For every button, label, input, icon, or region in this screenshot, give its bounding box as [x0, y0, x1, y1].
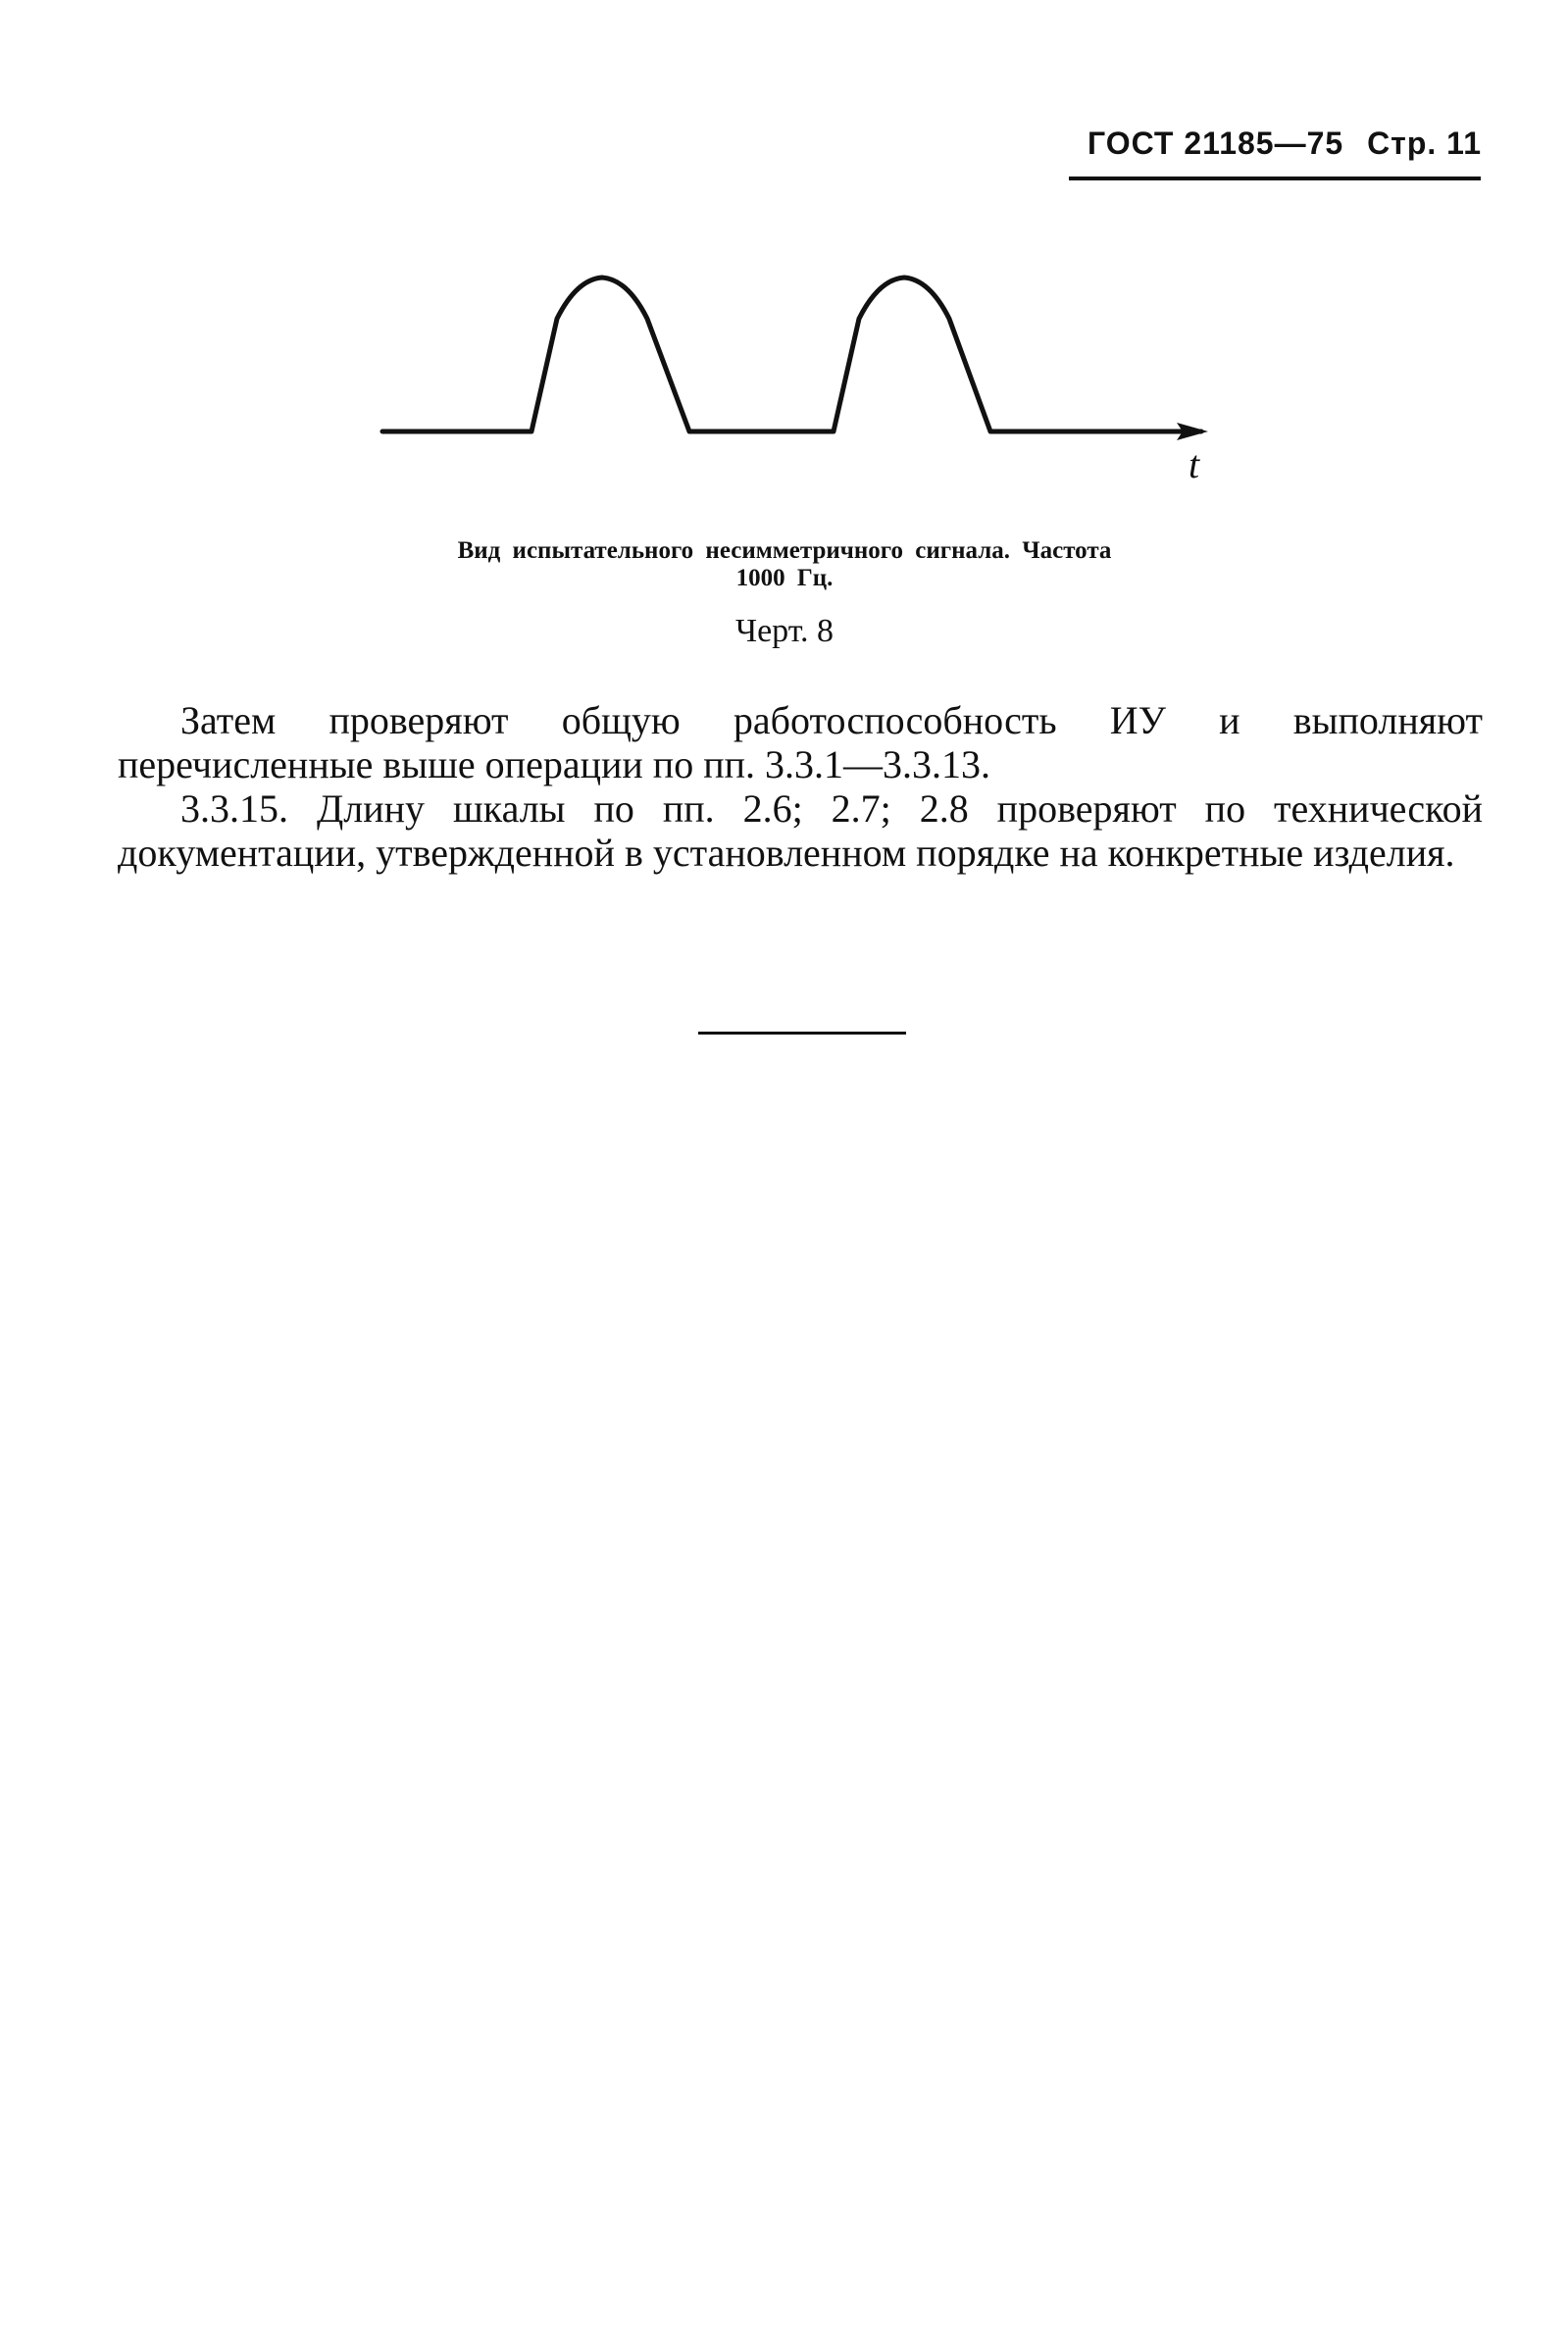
time-axis-label: t: [1189, 442, 1200, 486]
signal-waveform-diagram: [363, 250, 1245, 505]
paragraph: Затем проверяют общую работоспособность ИУ и выполняют перечисленные выше операции по пп. 3.3.1—3.3.13.: [118, 698, 1483, 786]
figure-caption-line: 1000 Гц.: [735, 565, 834, 591]
page-header: [1087, 126, 1482, 162]
figure-number: Черт. 8: [734, 613, 835, 649]
page-number: Стр. 11: [1367, 126, 1482, 161]
standard-number: ГОСТ 21185—75: [1087, 126, 1344, 161]
paragraph: 3.3.15. Длину шкалы по пп. 2.6; 2.7; 2.8 проверяют по технической документации, утвержденной в установленном порядке на конкретные изделия.: [118, 786, 1483, 875]
body-text: [118, 698, 1483, 875]
figure-caption-line: Вид испытательного несимметричного сигнала. Частота: [457, 537, 1112, 564]
header-rule: [1069, 177, 1481, 180]
signal-figure: [363, 250, 1245, 505]
figure-caption: [245, 537, 1324, 592]
end-rule: [698, 1032, 906, 1035]
signal-waveform: [382, 278, 1201, 431]
